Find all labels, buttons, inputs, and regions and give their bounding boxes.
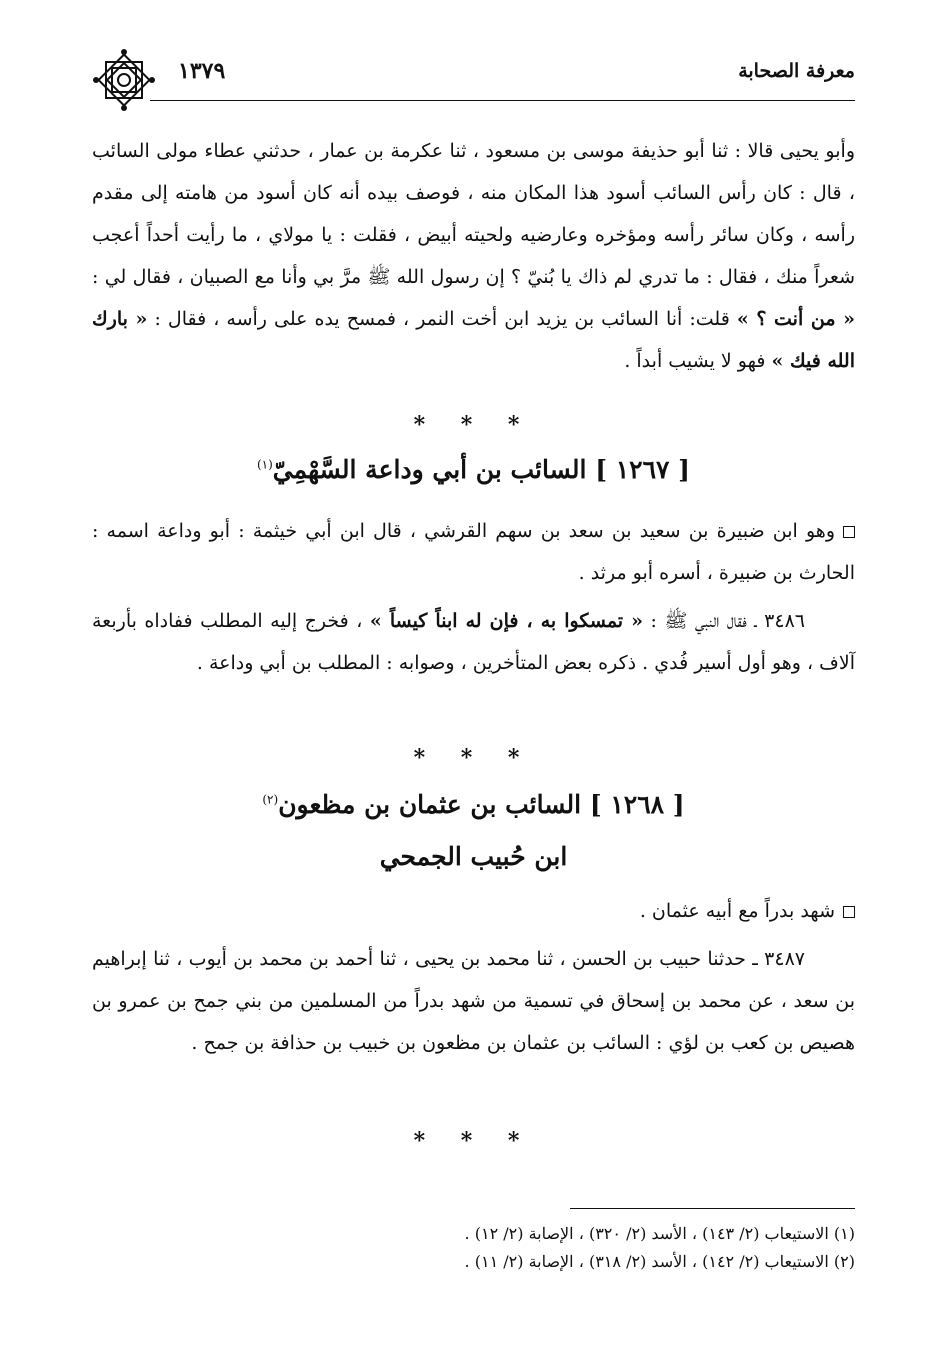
- hadith-text: ٣٤٨٧ ـ حدثنا حبيب بن الحسن ، ثنا محمد بن يحيى ، ثنا أحمد بن محمد بن أيوب ، ثنا إبراهيم بن سعد ، عن محمد بن إسحاق في تسمية من شهد بدراً من المسلمين من بني جمح بن عمرو بن هصيص بن كعب بن لؤي : السائب بن عثمان بن مظعون بن خبيب بن حذافة بن جمح .: [92, 948, 856, 1054]
- page-header: [92, 54, 855, 112]
- footnote-marker: (١): [256, 457, 273, 472]
- footnote-rule: [570, 1208, 855, 1209]
- section-separator: * * *: [413, 745, 534, 771]
- entry-1268-body: [92, 890, 855, 1064]
- footnote-1: (١) الاستيعاب (٢/ ١٤٣) ، الأسد (٢/ ٣٢٠) ، الإصابة (٢/ ١٢) .: [464, 1224, 855, 1243]
- header-rule: [150, 100, 855, 101]
- hadith-number: ٣٤٨٦ ـ فقال النبي ﷺ :: [650, 610, 805, 632]
- page-number: ١٣٧٩: [178, 58, 226, 84]
- section-separator: * * *: [413, 1128, 534, 1154]
- intro-text: وأبو يحيى قالا : ثنا أبو حذيفة موسى بن مسعود ، ثنا عكرمة بن عمار ، حدثني عطاء مولى السائب ، قال : كان رأس السائب أسود هذا المكان منه ، فوصف بيده أنه كان أسود من هامته إلى مقدم رأسه ، وكان سائر رأسه ومؤخره وعارضيه ولحيته أبيض ، فقلت : يا مولاي ، ما رأيت أحداً أعجب شعراً منك ، فقال : ما تدري لم ذاك يا بُنيّ ؟ إن رسول الله ﷺ مرَّ بي وأنا مع الصبيان ، فقال لي :: [92, 140, 855, 288]
- entry-name: السائب بن أبي وداعة السَّهْمِيّ: [272, 455, 587, 484]
- intro-paragraph: [92, 130, 855, 382]
- entry-heading-1268: [92, 790, 855, 819]
- entry-bio: شهد بدراً مع أبيه عثمان .: [639, 900, 835, 922]
- footnote-marker: (٢): [262, 792, 279, 807]
- entry-number: [ ١٢٦٧ ]: [595, 455, 691, 484]
- entry-1267-body: [92, 510, 855, 684]
- octagram-ornament-icon: [92, 48, 156, 112]
- entry-heading-1267: [92, 455, 855, 484]
- quote-who-are-you: « من أنت ؟ »: [736, 308, 855, 330]
- bullet-square-icon: [843, 906, 855, 918]
- hadith-quote: « تمسكوا به ، فإن له ابناً كيساً »: [369, 610, 644, 632]
- quote-blessing: « بارك الله فيك »: [92, 308, 855, 372]
- intro-text-2: قلت: أنا السائب بن يزيد ابن أخت النمر ، فمسح يده على رأسه ، فقال :: [154, 308, 730, 330]
- entry-bio: وهو ابن ضبيرة بن سعيد بن سعد بن سهم القرشي ، قال ابن أبي خيثمة : أبو وداعة اسمه : الحارث بن ضبيرة ، أسره أبو مرثد .: [92, 520, 855, 584]
- hadith-text: ، فخرج إليه المطلب ففاداه بأربعة آلاف ، وهو أول أسير فُدي . ذكره بعض المتأخرين ، وصوابه : المطلب بن أبي وداعة .: [92, 610, 855, 674]
- entry-number: [ ١٢٦٨ ]: [589, 790, 685, 819]
- intro-text-3: فهو لا يشيب أبداً .: [624, 350, 766, 372]
- running-title: معرفة الصحابة: [738, 60, 855, 82]
- footnote-2: (٢) الاستيعاب (٢/ ١٤٢) ، الأسد (٢/ ٣١٨) ، الإصابة (٢/ ١١) .: [464, 1252, 855, 1271]
- footnotes: [200, 1220, 855, 1276]
- entry-heading-1268-line2: ابن حُبيب الجمحي: [379, 842, 568, 871]
- section-separator: * * *: [413, 412, 534, 438]
- entry-name: السائب بن عثمان بن مظعون: [278, 790, 582, 819]
- bullet-square-icon: [843, 526, 855, 538]
